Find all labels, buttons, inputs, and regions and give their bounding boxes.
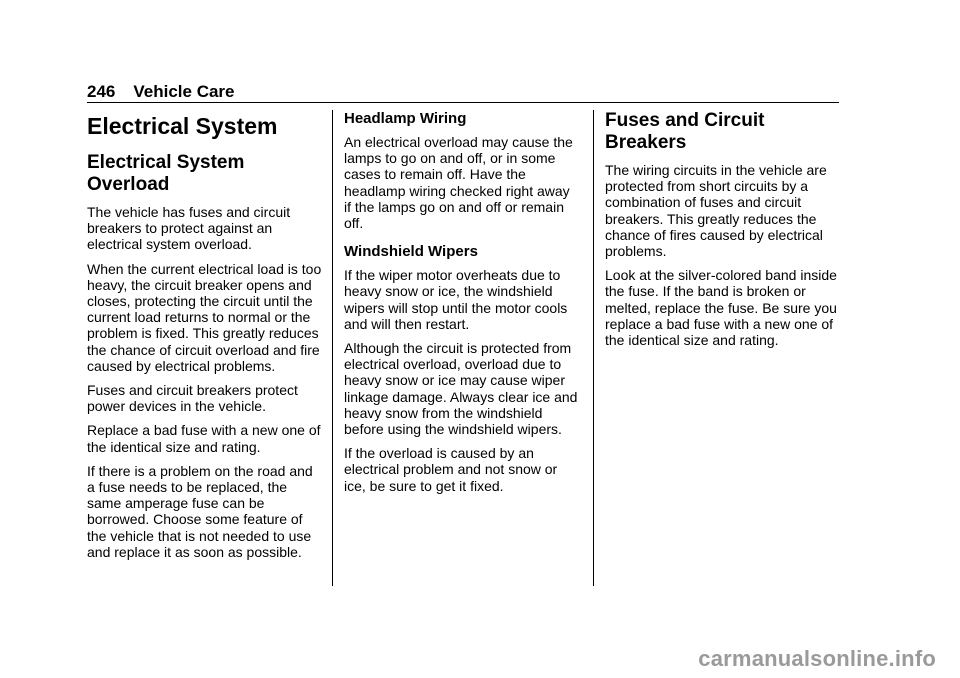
paragraph: The vehicle has fuses and circuit breakers to protect against an electrical system overload. [87, 204, 291, 253]
paragraph: If the wiper motor overheats due to heavy snow or ice, the windshield wipers will stop until the motor cools and will then restart. [344, 267, 568, 332]
column-1 [87, 110, 323, 568]
column-divider-2 [593, 110, 594, 586]
header-rule [87, 102, 839, 103]
section-heading-overload: Electrical System Overload [87, 152, 245, 195]
column-3 [605, 110, 841, 356]
column-2 [344, 110, 580, 502]
section-heading-fuses: Fuses and Circuit Breakers [605, 110, 765, 153]
subheading-headlamp-wiring: Headlamp Wiring [344, 110, 467, 127]
paragraph: Although the circuit is protected from electrical overload, overload due to heavy snow or ice may cause wiper linkage damage. Always clear ice and heavy snow from the windshield before using the windshield wipers. [344, 340, 578, 438]
column-divider-1 [332, 110, 333, 586]
paragraph: Replace a bad fuse with a new one of the identical size and rating. [87, 422, 321, 455]
watermark: carmanualsonline.info [698, 646, 936, 671]
paragraph: If there is a problem on the road and a fuse needs to be replaced, the same amperage fuse can be borrowed. Choose some feature of the vehicle that is not needed to use and replace it as soon as possible. [87, 462, 313, 560]
chapter-title: Electrical System [87, 113, 278, 139]
subheading-windshield-wipers: Windshield Wipers [344, 243, 478, 261]
paragraph: Fuses and circuit breakers protect power devices in the vehicle. [87, 382, 298, 415]
paragraph: An electrical overload may cause the lamps to go on and off, or in some cases to remain off. Have the headlamp wiring checked right away if the lamps go on and off or remain off. [344, 134, 573, 232]
paragraph: The wiring circuits in the vehicle are protected from short circuits by a combination of fuses and circuit breakers. This greatly reduces the chance of fires caused by electrical problems. [605, 162, 827, 260]
paragraph: If the overload is caused by an electrical problem and not snow or ice, be sure to get it fixed. [344, 445, 558, 494]
page-header [87, 82, 235, 102]
page-number: 246 [87, 82, 116, 101]
paragraph: When the current electrical load is too heavy, the circuit breaker opens and closes, protecting the circuit until the current load returns to normal or the problem is fixed. This greatly reduces the chance of circuit overload and fire caused by electrical problems. [87, 260, 322, 374]
paragraph: Look at the silver-colored band inside the fuse. If the band is broken or melted, replace the fuse. Be sure you replace a bad fuse with a new one of the identical size and rating. [605, 267, 837, 349]
section-title: Vehicle Care [133, 82, 235, 101]
